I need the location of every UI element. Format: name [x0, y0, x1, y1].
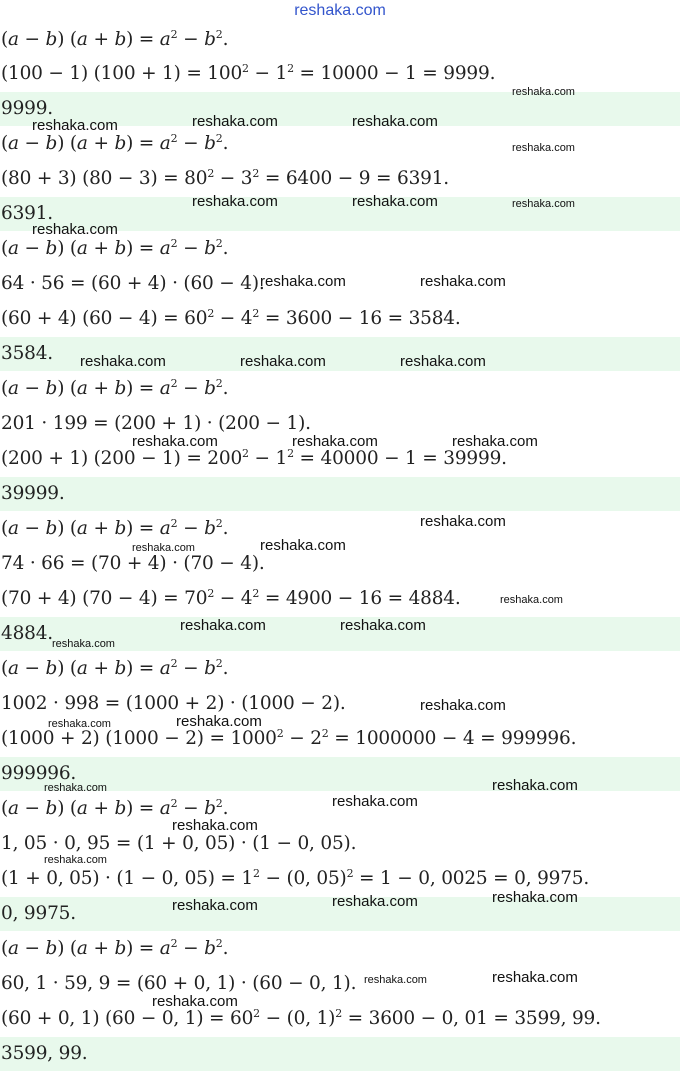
calc-line: (1 + 0, 05) · (1 − 0, $05) = 1^2 - (0$, 05)$^2$ = 1 − 0, 0025 = 0, 9975.	[1, 866, 590, 889]
formula-line: (a − b) $(a + b) = a^2 - b^2$.	[1, 376, 229, 399]
watermark: reshaka.com	[292, 433, 378, 450]
watermark: reshaka.com	[352, 193, 438, 210]
watermark: reshaka.com	[240, 353, 326, 370]
watermark: reshaka.com	[400, 353, 486, 370]
watermark: reshaka.com	[512, 86, 575, 98]
watermark: reshaka.com	[52, 638, 115, 650]
watermark: reshaka.com	[180, 617, 266, 634]
calc-line: 74 · 66 = (70 + 4) · (70 − 4).	[1, 553, 265, 574]
watermark: reshaka.com	[32, 221, 118, 238]
formula-line: (a − b) $(a + b) = a^2 - b^2$.	[1, 516, 229, 539]
watermark: reshaka.com	[44, 854, 107, 866]
calc-line: (100 − 1) $(100 + 1) = 100^2 - 1^2 = 10000 - 1 = 9999$.	[1, 61, 496, 84]
watermark: reshaka.com	[80, 353, 166, 370]
watermark: reshaka.com	[332, 893, 418, 910]
calc-line: (60 + 0, 1) (60 − 0, $1) = 60^2 - (0$, 1)$^2$ = 3600 − 0, 01 = 3599, 99.	[1, 1006, 601, 1029]
watermark: reshaka.com	[260, 273, 346, 290]
watermark: reshaka.com	[48, 718, 111, 730]
formula-line: (a − b) $(a + b) = a^2 - b^2$.	[1, 131, 229, 154]
watermark: reshaka.com	[512, 142, 575, 154]
watermark: reshaka.com	[260, 537, 346, 554]
watermark: reshaka.com	[500, 594, 563, 606]
answer-line: 6391.	[0, 197, 680, 231]
watermark: reshaka.com	[492, 969, 578, 986]
calc-line: (1000 + 2) $(1000 - 2) = 1000^2 - 2^2 = 1000000 - 4 = 999996$.	[1, 726, 577, 749]
formula-line: (a − b) $(a + b) = a^2 - b^2$.	[1, 796, 229, 819]
watermark: reshaka.com	[192, 113, 278, 130]
watermark: reshaka.com	[32, 117, 118, 134]
calc-line: (60 + 4) $(60 - 4) = 60^2 - 4^2 = 3600 - 16 = 3584$.	[1, 306, 461, 329]
watermark: reshaka.com	[452, 433, 538, 450]
calc-line: (200 + 1) $(200 - 1) = 200^2 - 1^2 = 40000 - 1 = 39999$.	[1, 446, 507, 469]
watermark: reshaka.com	[420, 273, 506, 290]
answer-line: 39999.	[0, 477, 680, 511]
calc-line: 1002 · 998 = (1000 + 2) · (1000 − 2).	[1, 693, 346, 714]
watermark: reshaka.com	[172, 817, 258, 834]
answer-line: 3584.	[0, 337, 680, 371]
calc-line: 60, 1 · 59, 9 = (60 + 0, 1) · (60 − 0, 1).	[1, 973, 357, 994]
formula-line: (a − b) $(a + b) = a^2 - b^2$.	[1, 27, 229, 50]
watermark: reshaka.com	[492, 889, 578, 906]
answer-line: 999996.	[0, 757, 680, 791]
watermark: reshaka.com	[512, 198, 575, 210]
calc-line: 64 · 56 = (60 + 4) · (60 − 4).	[1, 273, 265, 294]
calc-line: (70 + 4) $(70 - 4) = 70^2 - 4^2 = 4900 - 16 = 4884$.	[1, 586, 461, 609]
calc-line: (80 + 3) $(80 - 3) = 80^2 - 3^2 = 6400 - 9 = 6391$.	[1, 166, 449, 189]
watermark: reshaka.com	[352, 113, 438, 130]
answer-line: 9999.	[0, 92, 680, 126]
watermark: reshaka.com	[492, 777, 578, 794]
watermark: reshaka.com	[332, 793, 418, 810]
watermark: reshaka.com	[420, 513, 506, 530]
watermark: reshaka.com	[364, 974, 427, 986]
answer-line: 0, 9975.	[0, 897, 680, 931]
watermark: reshaka.com	[420, 697, 506, 714]
watermark: reshaka.com	[192, 193, 278, 210]
site-header[interactable]: reshaka.com	[294, 2, 386, 19]
watermark: reshaka.com	[172, 897, 258, 914]
formula-line: (a − b) $(a + b) = a^2 - b^2$.	[1, 656, 229, 679]
formula-line: (a − b) $(a + b) = a^2 - b^2$.	[1, 936, 229, 959]
calc-line: 1, 05 · 0, 95 = (1 + 0, 05) · (1 − 0, 05).	[1, 833, 357, 854]
answer-line: 3599, 99.	[0, 1037, 680, 1071]
watermark: reshaka.com	[340, 617, 426, 634]
formula-line: (a − b) $(a + b) = a^2 - b^2$.	[1, 236, 229, 259]
watermark: reshaka.com	[132, 542, 195, 554]
answer-line: 4884.	[0, 617, 680, 651]
watermark: reshaka.com	[132, 433, 218, 450]
watermark: reshaka.com	[152, 993, 238, 1010]
calc-line: 201 · 199 = (200 + 1) · (200 − 1).	[1, 413, 311, 434]
watermark: reshaka.com	[176, 713, 262, 730]
watermark: reshaka.com	[44, 782, 107, 794]
